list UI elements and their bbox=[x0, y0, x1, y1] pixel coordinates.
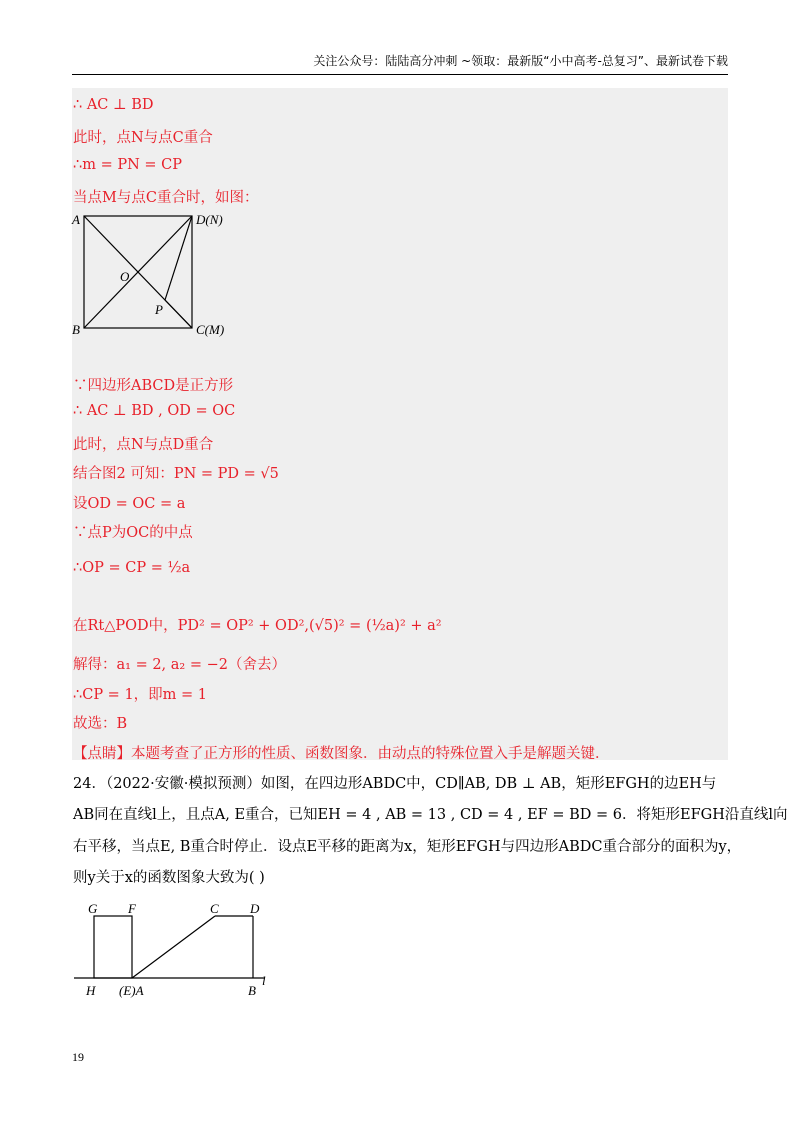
solution-line-13: 解得：a₁ = 2, a₂ = −2（舍去） bbox=[73, 657, 286, 673]
solution-line-14: ∴CP = 1，即m = 1 bbox=[73, 687, 208, 703]
solution-line-12: 在Rt△POD中，PD² = OP² + OD²,(√5)² = (½a)² + a² bbox=[73, 618, 442, 634]
label-P: P bbox=[155, 302, 163, 317]
label-C: C bbox=[210, 901, 219, 916]
page-header: 关注公众号：陆陆高分冲刺 ~领取：最新版“小中高考-总复习”、最新试卷下载 bbox=[72, 52, 728, 75]
quadrilateral-rectangle-diagram bbox=[70, 895, 290, 1005]
label-H: H bbox=[86, 983, 96, 998]
solution-line-3: ∴m = PN = CP bbox=[73, 157, 183, 173]
label-l: l bbox=[262, 973, 266, 988]
solution-line-8: 结合图2 可知：PN = PD = √5 bbox=[73, 466, 279, 482]
solution-line-4: 当点M与点C重合时，如图： bbox=[73, 190, 259, 206]
label-F: F bbox=[128, 901, 136, 916]
page-number: 19 bbox=[72, 1050, 84, 1064]
solution-line-10: ∵点P为OC的中点 bbox=[73, 525, 193, 541]
solution-line-16: 【点睛】本题考查了正方形的性质、函数图象．由动点的特殊位置入手是解题关键． bbox=[73, 746, 610, 762]
question-line-4: 则y关于x的函数图象大致为( ) bbox=[73, 870, 265, 886]
solution-line-7: 此时，点N与点D重合 bbox=[73, 437, 214, 453]
solution-line-9: 设OD = OC = a bbox=[73, 496, 186, 512]
solution-line-2: 此时，点N与点C重合 bbox=[73, 130, 213, 146]
label-D: D bbox=[250, 901, 260, 916]
question-line-2: AB同在直线l上，且点A, E重合，已知EH = 4 , AB = 13 , CD = 4 , EF = BD = 6．将矩形EFGH沿直线l向 bbox=[73, 807, 788, 823]
solution-line-6: ∴ AC ⊥ BD , OD = OC bbox=[73, 403, 236, 419]
label-G: G bbox=[88, 901, 98, 916]
solution-line-11: ∴OP = CP = ½a bbox=[73, 560, 191, 576]
solution-line-1: ∴ AC ⊥ BD bbox=[73, 97, 154, 113]
label-A: A bbox=[72, 212, 80, 227]
solution-line-5: ∵四边形ABCD是正方形 bbox=[73, 378, 234, 394]
label-B: B bbox=[72, 322, 80, 337]
solution-line-15: 故选：B bbox=[73, 716, 128, 732]
square-diagram bbox=[70, 210, 250, 345]
label-D-N: D(N) bbox=[196, 212, 223, 227]
label-C-M: C(M) bbox=[196, 322, 225, 337]
question-line-3: 右平移，当点E, B重合时停止．设点E平移的距离为x，矩形EFGH与四边形ABDC重合部分的面积为y， bbox=[73, 839, 742, 855]
label-O: O bbox=[120, 269, 130, 284]
label-B: B bbox=[248, 983, 256, 998]
label-E-A: (E)A bbox=[119, 983, 144, 998]
question-line-1: 24．（2022·安徽·模拟预测）如图，在四边形ABDC中，CD∥AB, DB ⊥ AB，矩形EFGH的边EH与 bbox=[73, 776, 717, 792]
